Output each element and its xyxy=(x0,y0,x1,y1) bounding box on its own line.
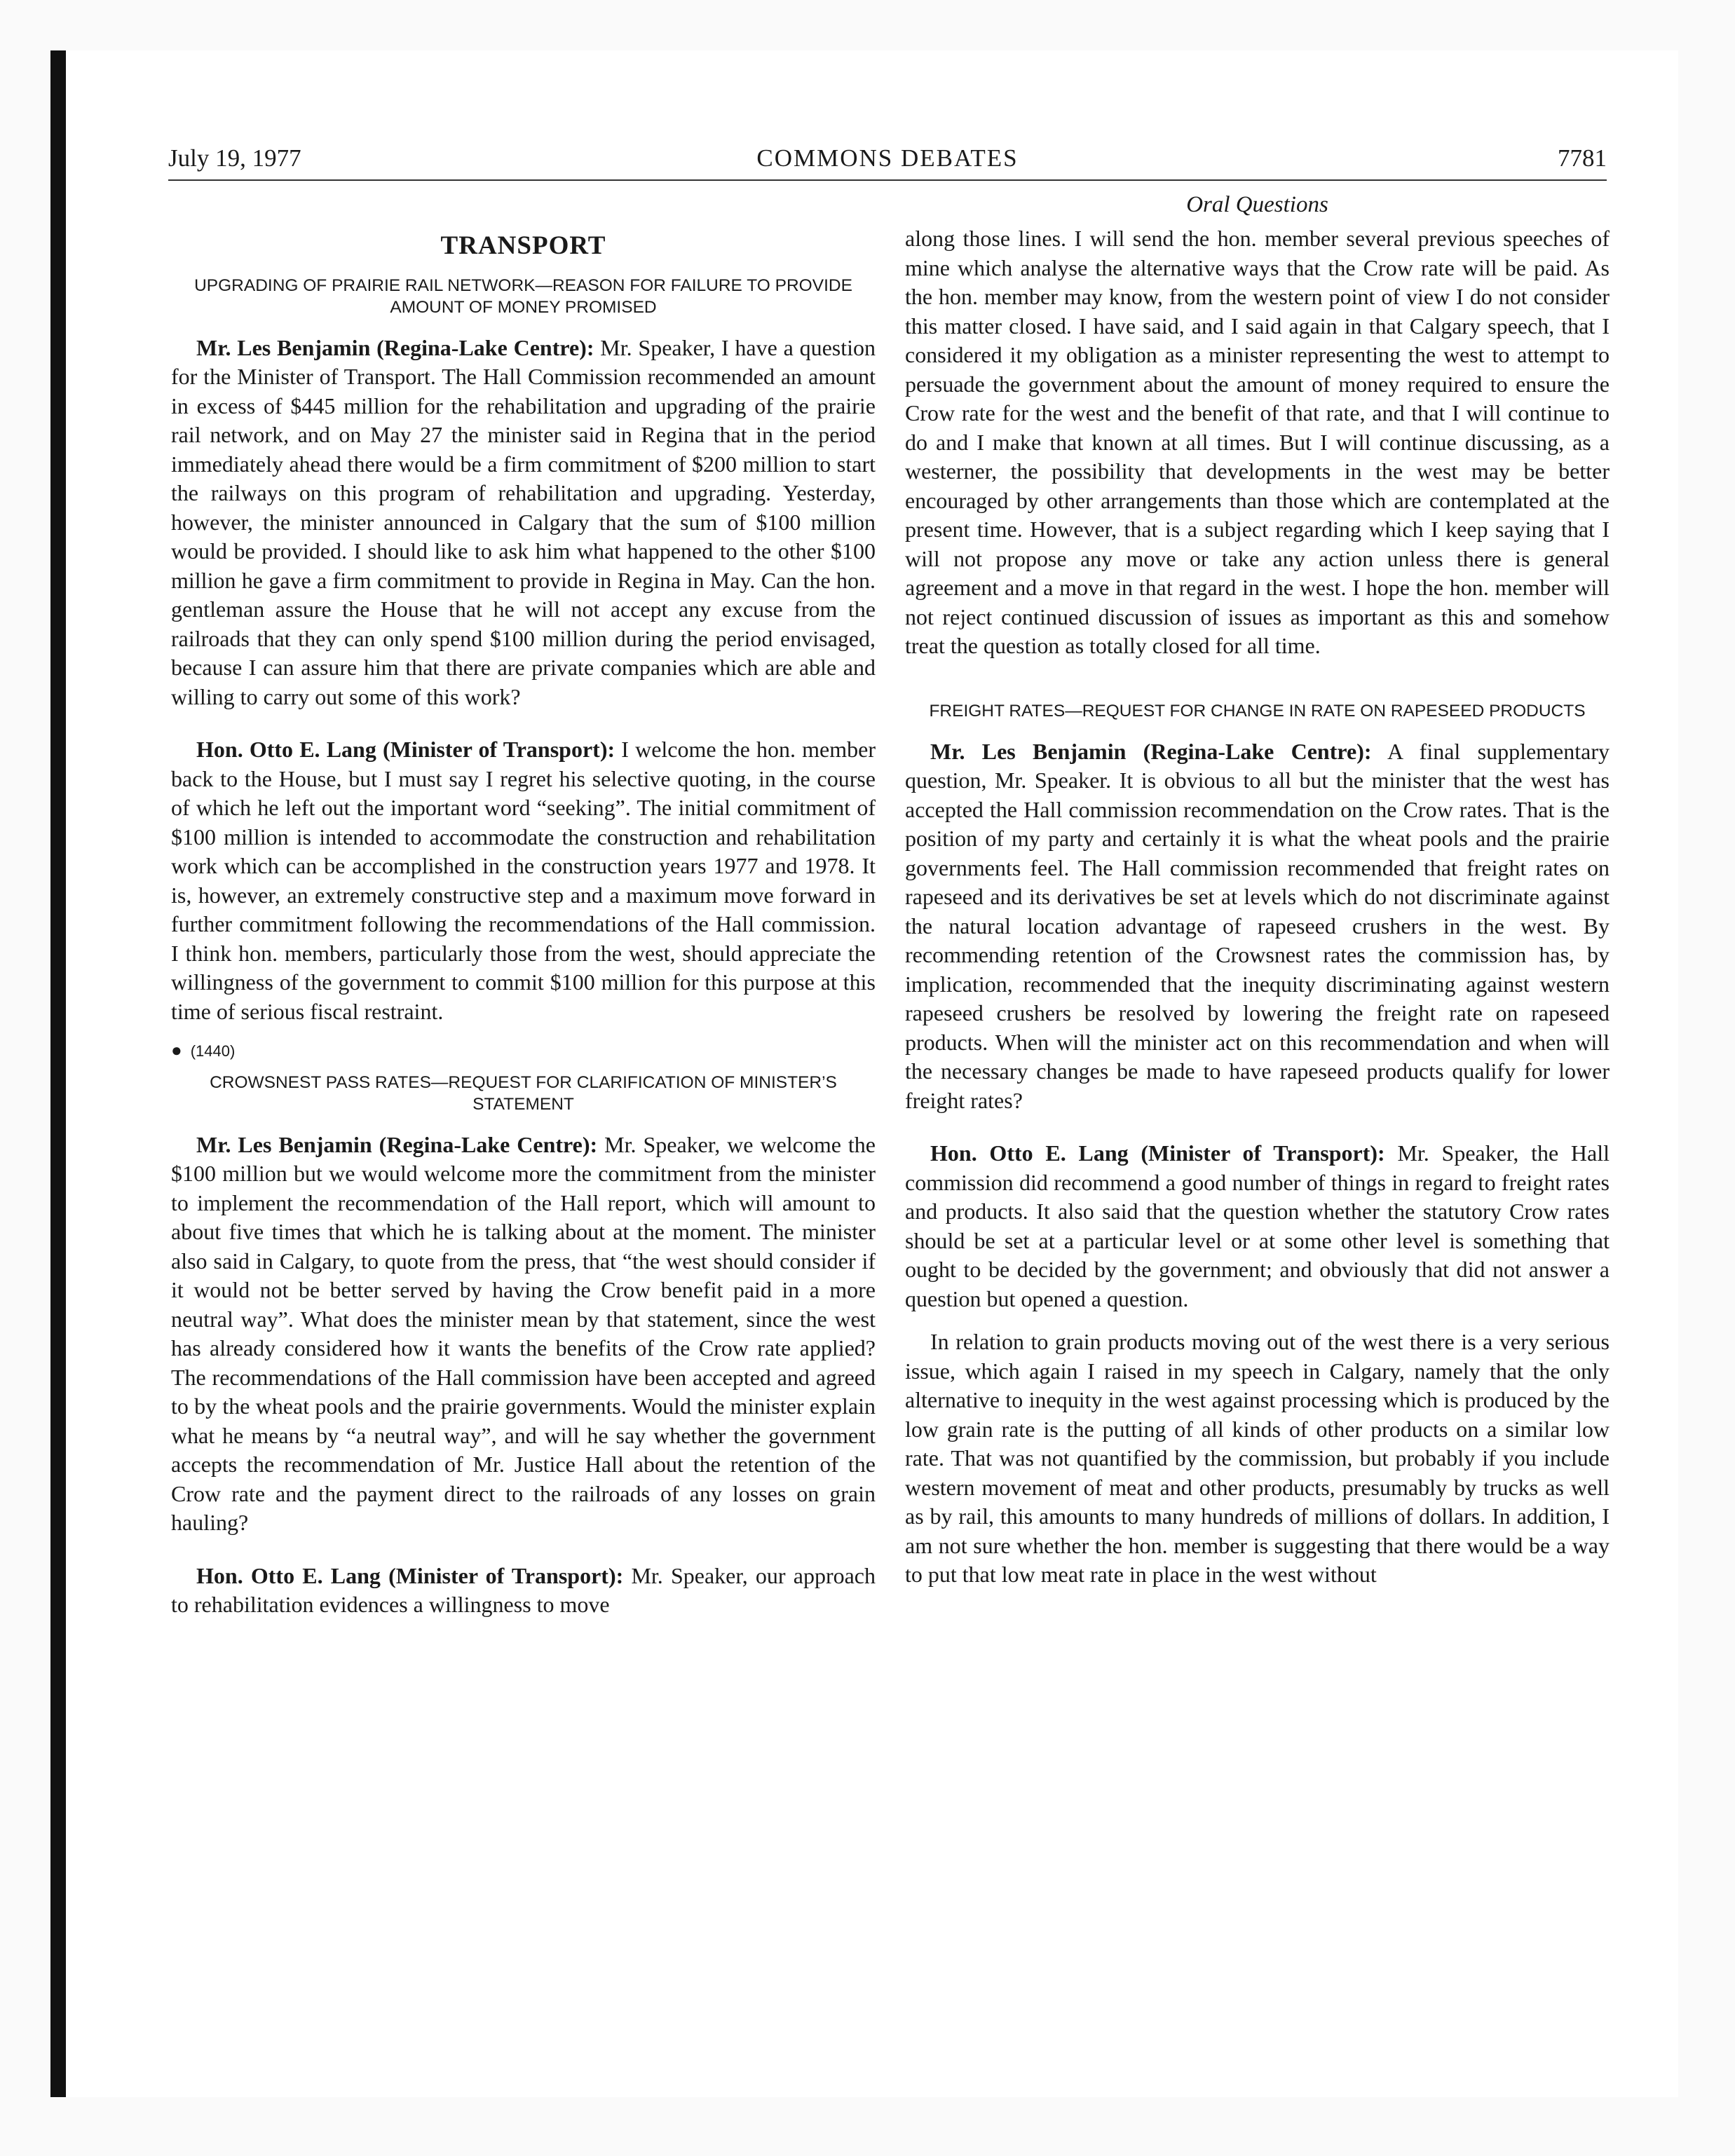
speaker-name: Hon. Otto E. Lang (Minister of Transport): xyxy=(930,1140,1385,1166)
paragraph xyxy=(171,735,876,1026)
paragraph-text: Mr. Speaker, I have a question for the Minister of Transport. The Hall Commission recommended an amount in excess of $445 million for the rehabilitation and upgrading of the prairie rail network, and on May 27 the minister said in Regina that in the period immediately ahead there would be a firm commitment of $200 million to start the railways on this program of rehabilitation and upgrading. Yesterday, however, the minister announced in Calgary that the sum of $100 million would be provided. I should like to ask him what happened to the other $100 million he gave a firm commitment to provide in Regina in May. Can the hon. gentleman assure the House that he will not accept any excuse from the railroads that they can only spend $100 million during the period envisaged, because I can assure him that there are private companies which are able and willing to carry out some of this work? xyxy=(171,334,876,709)
paragraph-text: In relation to grain products moving out of the west there is a very serious issue, which again I raised in my speech in Calgary, namely that the only alternative to inequity in the west against processing which is produced by the low grain rate is the putting of all kinds of other products on a similar low rate. That was not quantified by the commission, but probably if you include western movement of meat and other products, presumably by trucks as well as by rail, this amounts to many hundreds of millions of dollars. In addition, I am not sure whether the hon. member is suggesting that there would be a way to put that low meat rate in place in the west without xyxy=(905,1329,1610,1587)
speaker-name: Mr. Les Benjamin (Regina-Lake Centre): xyxy=(930,738,1372,764)
speaker-name: Mr. Les Benjamin (Regina-Lake Centre): xyxy=(196,334,594,360)
paragraph xyxy=(171,334,876,712)
paragraph xyxy=(905,737,1610,1116)
header-rule xyxy=(168,179,1607,181)
right-column xyxy=(905,185,1610,1909)
subheading-upgrading: UPGRADING OF PRAIRIE RAIL NETWORK—REASON FOR FAILURE TO PROVIDE AMOUNT OF MONEY PROMISED xyxy=(194,275,852,317)
paragraph-text: Mr. Speaker, the Hall commission did recommend a good number of things in regard to freight rates and products. It also said that the question whether the statutory Crow rates should be set at a particular level or at some other level is something that ought to be decided by the government; and obviously that did not answer a question but opened a question. xyxy=(905,1140,1610,1311)
bullet-icon: ● xyxy=(171,1039,182,1060)
speaker-name: Mr. Les Benjamin (Regina-Lake Centre): xyxy=(196,1131,598,1157)
binding-edge xyxy=(50,50,66,2097)
paragraph xyxy=(171,1131,876,1538)
header-page-number: 7781 xyxy=(1558,144,1607,172)
paragraph-text: Mr. Speaker, we welcome the $100 million but we would welcome more the commitment from the minister to implement the recommendation of the Hall report, which will amount to about five times that which he is talking about at the moment. The minister also said in Calgary, to quote from the press, that “the west should consider if it would not be better served by having the Crow benefit paid in a more neutral way”. What does the minister mean by that statement, since the west has already considered how it wants the benefits of the Crow rate applied? The recommendations of the Hall commission have been accepted and agreed to by the wheat pools and the prairie governments. Would the minister explain what he means by “a neutral way”, and will he say whether the government accepts the recommendation of Mr. Justice Hall about the retention of the Crow rate and the payment direct to the railroads of any losses on grain hauling? xyxy=(171,1131,876,1535)
subheading-freight: FREIGHT RATES—REQUEST FOR CHANGE IN RATE ON RAPESEED PRODUCTS xyxy=(929,701,1586,721)
section-title: TRANSPORT xyxy=(440,231,606,260)
paragraph xyxy=(171,1562,876,1620)
paragraph-text: along those lines. I will send the hon. member several previous speeches of mine which analyse the alternative ways that the Crow rate will be paid. As the hon. member may know, from the western point of view I do not consider this matter closed. I have said, and I said again in that Calgary speech, that I considered it my obligation as a minister representing the west to attempt to persuade the government about the amount of money required to ensure the Crow rate for the west and the benefit of that rate, and that I will continue to do and I make that known at all times. But I will continue discussing, as a westerner, the possibility that developments in the west may be better encouraged by other arrangements than those which are contemplated at the present time. However, that is a subject regarding which I keep saying that I will not propose any move or take any action unless there is general agreement and a move in that regard in the west. I hope the hon. member will not reject continued discussion of issues as important as this and somehow treat the question as totally closed for all time. xyxy=(905,226,1610,658)
paragraph-text: Mr. Speaker, our approach to rehabilitation evidences a willingness to move xyxy=(171,1562,876,1617)
paragraph xyxy=(905,224,1610,661)
left-column xyxy=(171,185,876,1909)
running-head: Oral Questions xyxy=(1186,192,1328,217)
header-date: July 19, 1977 xyxy=(168,144,301,172)
speaker-name: Hon. Otto E. Lang (Minister of Transport): xyxy=(196,1562,624,1588)
timestamp xyxy=(171,1036,876,1066)
page-header xyxy=(168,137,1607,179)
paragraph-text: A final supplementary question, Mr. Speaker. It is obvious to all but the minister that the west has accepted the Hall commission recommendation on the Crow rates. That is the position of my party and certainly it is what the wheat pools and the prairie governments feel. The Hall commission recommended that freight rates on rapeseed and its derivatives be set at levels which do not discriminate against the natural location advantage of rapeseed crushers in the west. By recommending retention of the Crowsnest rates the commission has, by implication, recommended that the inequity discriminating against western rapeseed crushers be resolved by lowering the freight rate on rapeseed products. When will the minister act on this recommendation and when will the necessary changes be made to have rapeseed products qualify for lower freight rates? xyxy=(905,738,1610,1113)
subheading-crowsnest: CROWSNEST PASS RATES—REQUEST FOR CLARIFICATION OF MINISTER’S STATEMENT xyxy=(210,1072,837,1114)
paragraph-text: I welcome the hon. member back to the House, but I must say I regret his selective quoting, in the course of which he left out the important word “seeking”. The initial commitment of $100 million is intended to accommodate the construction and rehabilitation work which can be accomplished in the construction years 1977 and 1978. It is, however, an extremely constructive step and a maximum move forward in further commitment following the recommendations of the Hall commission. I think hon. members, particularly those from the west, should appreciate the willingness of the government to commit $100 million for this purpose at this time of serious fiscal restraint. xyxy=(171,737,876,1024)
paragraph xyxy=(905,1328,1610,1590)
timestamp-text: (1440) xyxy=(190,1042,236,1060)
speaker-name: Hon. Otto E. Lang (Minister of Transport): xyxy=(196,737,615,762)
paragraph xyxy=(905,1139,1610,1314)
header-title: COMMONS DEBATES xyxy=(756,144,1019,172)
